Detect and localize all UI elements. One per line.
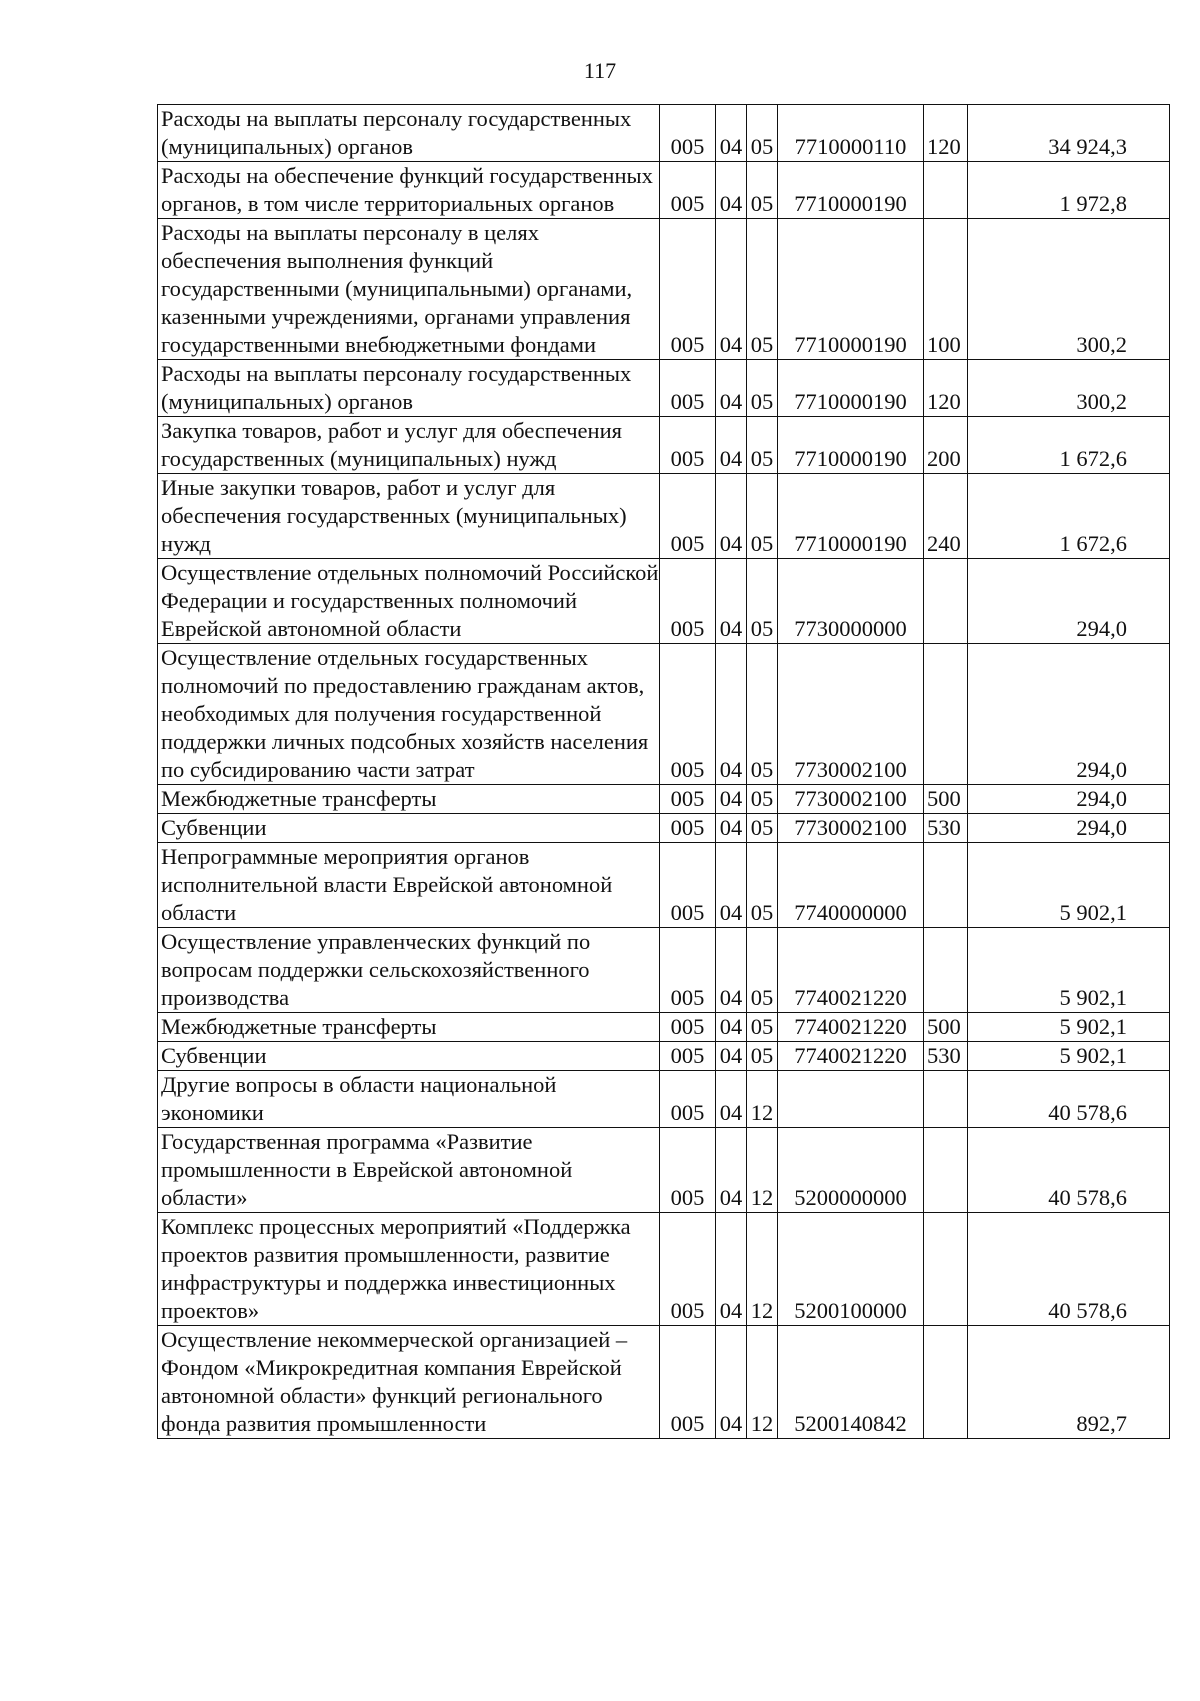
- table-row: [158, 105, 1170, 162]
- table-row: [158, 928, 1170, 1013]
- table-row: [158, 1042, 1170, 1071]
- section-code-cell: 04: [716, 474, 747, 559]
- amount-cell: 5 902,1: [968, 1042, 1170, 1071]
- subsection-code-cell: 12: [747, 1326, 778, 1439]
- amount-cell: 294,0: [968, 644, 1170, 785]
- expense-name-cell: Субвенции: [158, 1042, 660, 1071]
- target-article-cell: 7710000190: [778, 474, 924, 559]
- subsection-code-cell: 05: [747, 105, 778, 162]
- amount-cell: 40 578,6: [968, 1071, 1170, 1128]
- target-article-cell: 7710000190: [778, 219, 924, 360]
- expense-type-cell: [924, 1326, 968, 1439]
- amount-cell: 1 672,6: [968, 417, 1170, 474]
- section-code-cell: 04: [716, 1326, 747, 1439]
- target-article-cell: 7730000000: [778, 559, 924, 644]
- admin-code-cell: 005: [660, 785, 716, 814]
- amount-cell: 40 578,6: [968, 1213, 1170, 1326]
- target-article-cell: 5200140842: [778, 1326, 924, 1439]
- target-article-cell: 7710000190: [778, 417, 924, 474]
- amount-cell: 294,0: [968, 785, 1170, 814]
- expense-type-cell: 120: [924, 105, 968, 162]
- expense-name-cell: Межбюджетные трансферты: [158, 1013, 660, 1042]
- admin-code-cell: 005: [660, 417, 716, 474]
- admin-code-cell: 005: [660, 1128, 716, 1213]
- expense-name-cell: Расходы на выплаты персоналу в целях обеспечения выполнения функций государственными (муниципальными) органами, казенными учреждениями, органами управления государственными внебюджетными фондами: [158, 219, 660, 360]
- section-code-cell: 04: [716, 1128, 747, 1213]
- amount-cell: 34 924,3: [968, 105, 1170, 162]
- page-number: 117: [583, 58, 617, 83]
- target-article-cell: 7740021220: [778, 1013, 924, 1042]
- subsection-code-cell: 05: [747, 843, 778, 928]
- target-article-cell: 7710000190: [778, 162, 924, 219]
- admin-code-cell: 005: [660, 814, 716, 843]
- table-row: [158, 785, 1170, 814]
- budget-table: [157, 104, 1170, 1439]
- target-article-cell: 7740000000: [778, 843, 924, 928]
- table-row: [158, 417, 1170, 474]
- admin-code-cell: 005: [660, 360, 716, 417]
- expense-name-cell: Другие вопросы в области национальной экономики: [158, 1071, 660, 1128]
- table-row: [158, 1213, 1170, 1326]
- expense-name-cell: Субвенции: [158, 814, 660, 843]
- expense-name-cell: Закупка товаров, работ и услуг для обеспечения государственных (муниципальных) нужд: [158, 417, 660, 474]
- amount-cell: 300,2: [968, 219, 1170, 360]
- expense-type-cell: [924, 1213, 968, 1326]
- section-code-cell: 04: [716, 785, 747, 814]
- section-code-cell: 04: [716, 644, 747, 785]
- expense-name-cell: Расходы на выплаты персоналу государственных (муниципальных) органов: [158, 360, 660, 417]
- amount-cell: 294,0: [968, 559, 1170, 644]
- admin-code-cell: 005: [660, 162, 716, 219]
- expense-type-cell: 530: [924, 1042, 968, 1071]
- subsection-code-cell: 05: [747, 417, 778, 474]
- expense-type-cell: 120: [924, 360, 968, 417]
- table-row: [158, 1326, 1170, 1439]
- admin-code-cell: 005: [660, 559, 716, 644]
- expense-type-cell: 240: [924, 474, 968, 559]
- subsection-code-cell: 05: [747, 785, 778, 814]
- table-row: [158, 219, 1170, 360]
- expense-type-cell: [924, 1071, 968, 1128]
- target-article-cell: 5200000000: [778, 1128, 924, 1213]
- table-row: [158, 1128, 1170, 1213]
- expense-type-cell: 100: [924, 219, 968, 360]
- target-article-cell: 7730002100: [778, 785, 924, 814]
- table-row: [158, 162, 1170, 219]
- admin-code-cell: 005: [660, 1013, 716, 1042]
- expense-name-cell: Межбюджетные трансферты: [158, 785, 660, 814]
- target-article-cell: 7710000110: [778, 105, 924, 162]
- target-article-cell: 7730002100: [778, 814, 924, 843]
- section-code-cell: 04: [716, 360, 747, 417]
- expense-name-cell: Государственная программа «Развитие промышленности в Еврейской автономной области»: [158, 1128, 660, 1213]
- expense-name-cell: Осуществление отдельных полномочий Российской Федерации и государственных полномочий Еврейской автономной области: [158, 559, 660, 644]
- subsection-code-cell: 05: [747, 644, 778, 785]
- table-row: [158, 1013, 1170, 1042]
- subsection-code-cell: 05: [747, 162, 778, 219]
- subsection-code-cell: 12: [747, 1213, 778, 1326]
- expense-type-cell: [924, 1128, 968, 1213]
- section-code-cell: 04: [716, 1071, 747, 1128]
- expense-name-cell: Комплекс процессных мероприятий «Поддержка проектов развития промышленности, развитие инфраструктуры и поддержка инвестиционных проектов»: [158, 1213, 660, 1326]
- subsection-code-cell: 05: [747, 360, 778, 417]
- admin-code-cell: 005: [660, 644, 716, 785]
- subsection-code-cell: 05: [747, 474, 778, 559]
- section-code-cell: 04: [716, 105, 747, 162]
- expense-name-cell: Иные закупки товаров, работ и услуг для обеспечения государственных (муниципальных) нужд: [158, 474, 660, 559]
- admin-code-cell: 005: [660, 219, 716, 360]
- subsection-code-cell: 12: [747, 1071, 778, 1128]
- expense-type-cell: 500: [924, 1013, 968, 1042]
- table-row: [158, 644, 1170, 785]
- expense-name-cell: Осуществление отдельных государственных полномочий по предоставлению гражданам актов, необходимых для получения государственной поддержки личных подсобных хозяйств населения по субсидированию части затрат: [158, 644, 660, 785]
- target-article-cell: 7740021220: [778, 1042, 924, 1071]
- expense-name-cell: Осуществление управленческих функций по вопросам поддержки сельскохозяйственного производства: [158, 928, 660, 1013]
- amount-cell: 1 972,8: [968, 162, 1170, 219]
- expense-type-cell: [924, 928, 968, 1013]
- target-article-cell: 7710000190: [778, 360, 924, 417]
- section-code-cell: 04: [716, 417, 747, 474]
- expense-type-cell: 530: [924, 814, 968, 843]
- section-code-cell: 04: [716, 1213, 747, 1326]
- section-code-cell: 04: [716, 1042, 747, 1071]
- amount-cell: 40 578,6: [968, 1128, 1170, 1213]
- admin-code-cell: 005: [660, 843, 716, 928]
- admin-code-cell: 005: [660, 1326, 716, 1439]
- expense-type-cell: [924, 559, 968, 644]
- expense-type-cell: 200: [924, 417, 968, 474]
- admin-code-cell: 005: [660, 1071, 716, 1128]
- expense-type-cell: [924, 843, 968, 928]
- section-code-cell: 04: [716, 1013, 747, 1042]
- section-code-cell: 04: [716, 559, 747, 644]
- expense-name-cell: Осуществление некоммерческой организацией – Фондом «Микрокредитная компания Еврейской автономной области» функций регионального фонда развития промышленности: [158, 1326, 660, 1439]
- expense-name-cell: Расходы на выплаты персоналу государственных (муниципальных) органов: [158, 105, 660, 162]
- amount-cell: 892,7: [968, 1326, 1170, 1439]
- target-article-cell: 7740021220: [778, 928, 924, 1013]
- subsection-code-cell: 05: [747, 1013, 778, 1042]
- target-article-cell: 7730002100: [778, 644, 924, 785]
- target-article-cell: [778, 1071, 924, 1128]
- admin-code-cell: 005: [660, 474, 716, 559]
- table-row: [158, 814, 1170, 843]
- table-row: [158, 1071, 1170, 1128]
- subsection-code-cell: 05: [747, 559, 778, 644]
- admin-code-cell: 005: [660, 1042, 716, 1071]
- subsection-code-cell: 05: [747, 928, 778, 1013]
- subsection-code-cell: 05: [747, 814, 778, 843]
- subsection-code-cell: 12: [747, 1128, 778, 1213]
- subsection-code-cell: 05: [747, 219, 778, 360]
- amount-cell: 5 902,1: [968, 843, 1170, 928]
- table-row: [158, 843, 1170, 928]
- table-row: [158, 559, 1170, 644]
- admin-code-cell: 005: [660, 1213, 716, 1326]
- section-code-cell: 04: [716, 814, 747, 843]
- admin-code-cell: 005: [660, 928, 716, 1013]
- section-code-cell: 04: [716, 843, 747, 928]
- table-row: [158, 474, 1170, 559]
- expense-type-cell: 500: [924, 785, 968, 814]
- subsection-code-cell: 05: [747, 1042, 778, 1071]
- budget-table-body: [158, 105, 1170, 1439]
- amount-cell: 300,2: [968, 360, 1170, 417]
- expense-name-cell: Непрограммные мероприятия органов исполнительной власти Еврейской автономной области: [158, 843, 660, 928]
- target-article-cell: 5200100000: [778, 1213, 924, 1326]
- section-code-cell: 04: [716, 219, 747, 360]
- admin-code-cell: 005: [660, 105, 716, 162]
- expense-type-cell: [924, 162, 968, 219]
- amount-cell: 5 902,1: [968, 928, 1170, 1013]
- section-code-cell: 04: [716, 928, 747, 1013]
- section-code-cell: 04: [716, 162, 747, 219]
- amount-cell: 1 672,6: [968, 474, 1170, 559]
- expense-name-cell: Расходы на обеспечение функций государственных органов, в том числе территориальных органов: [158, 162, 660, 219]
- expense-type-cell: [924, 644, 968, 785]
- table-row: [158, 360, 1170, 417]
- amount-cell: 294,0: [968, 814, 1170, 843]
- amount-cell: 5 902,1: [968, 1013, 1170, 1042]
